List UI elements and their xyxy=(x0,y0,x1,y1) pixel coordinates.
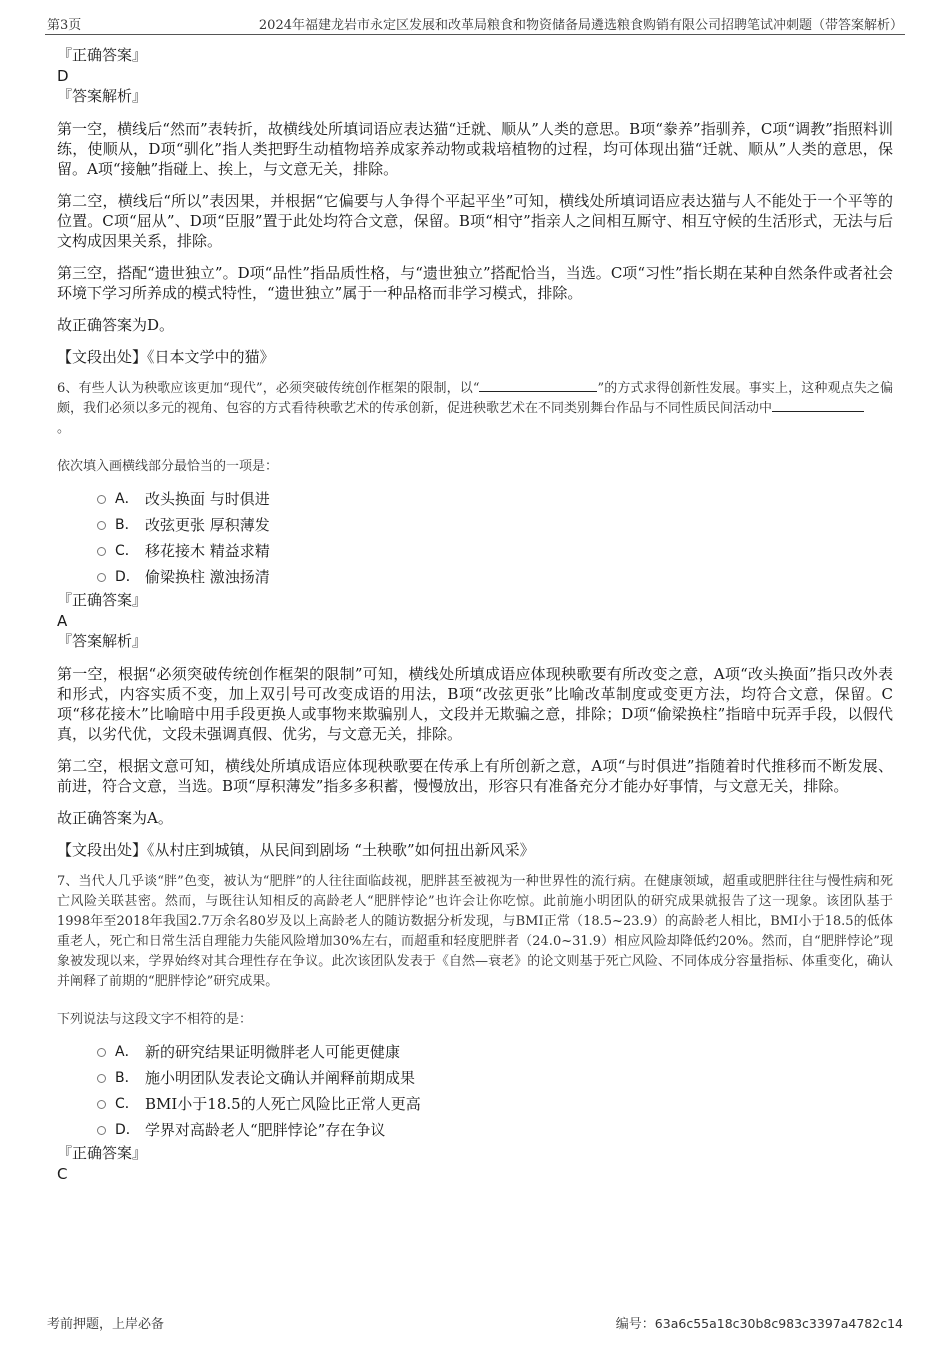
footer-code xyxy=(616,1313,903,1332)
correct-answer-heading: 『正确答案』 xyxy=(57,1144,148,1162)
radio-icon[interactable] xyxy=(97,495,106,504)
q5-source-title: 《日本文学中的猫》 xyxy=(147,348,275,366)
q7-prompt: 下列说法与这段文字不相符的是： xyxy=(57,1012,253,1027)
source-prefix: 【文段出处】 xyxy=(57,348,148,366)
q6-analysis-3: 故正确答案为A。 xyxy=(57,809,173,827)
q5-analysis-2: 第二空，横线后“所以”表因果，并根据“它偏要与人争得个平起平坐”可知，横线处所填词语应表达猫与人不能处于一个平等的位置。C项“屈从”、D项“臣服”置于此处均符合文意，保留。B项“相守”指亲人之间相互厮守、相互守候的生活形式，无法与后文构成因果关系，排除。 xyxy=(57,192,893,250)
document-body xyxy=(57,45,893,1184)
radio-icon[interactable] xyxy=(97,1048,106,1057)
q6-prompt: 依次填入画横线部分最恰当的一项是： xyxy=(57,459,279,474)
q6-source-title: 《从村庄到城镇，从民间到剧场 “土秧歌”如何扭出新风采》 xyxy=(147,841,535,859)
correct-answer-heading: 『正确答案』 xyxy=(57,591,148,609)
q6-options xyxy=(57,486,893,590)
q7-question: 7、当代人几乎谈“胖”色变，被认为“肥胖”的人往往面临歧视，肥胖甚至被视为一种世界性的流行病。在健康领域，超重或肥胖往往与慢性病和死亡风险关联甚密。然而，与既往认知相反的高龄老人“肥胖悖论”也许会让你吃惊。此前施小明团队的研究成果就报告了这一现象。该团队基于1998年至2018年我国2.7万余名80岁及以上高龄老人的随访数据分析发现，与BMI正常（18.5~23.9）的高龄老人相比，BMI小于18.5的低体重老人，死亡和日常生活自理能力失能风险增加30%左右，而超重和轻度肥胖者（24.0~31.9）相应风险却降低约20%。然而，自“肥胖悖论”现象被发现以来，学界始终对其合理性存在争议。此次该团队发表于《自然—衰老》的论文则基于死亡风险、不同体成分容量指标、体重变化，确认并阐释了前期的“肥胖悖论”研究成果。 xyxy=(57,874,893,989)
q7-answer: C xyxy=(57,1165,68,1183)
document-title: 2024年福建龙岩市永定区发展和改革局粮食和物资储备局遴选粮食购销有限公司招聘笔试冲刺题（带答案解析） xyxy=(258,18,903,33)
radio-icon[interactable] xyxy=(97,573,106,582)
q7-option-a[interactable]: A． 新的研究结果证明微胖老人可能更健康 xyxy=(57,1039,893,1065)
radio-icon[interactable] xyxy=(97,1126,106,1135)
q5-analysis-3: 第三空，搭配“遗世独立”。D项“品性”指品质性格，与“遗世独立”搭配恰当，当选。C项“习性”指长期在某种自然条件或者社会环境下学习所养成的模式特性，“遗世独立”属于一种品格而非学习模式，排除。 xyxy=(57,264,893,302)
q6-analysis-1: 第一空，根据“必须突破传统创作框架的限制”可知，横线处所填成语应体现秧歌要有所改变之意，A项“改头换面”指只改外表和形式，内容实质不变，加上双引号可改变成语的用法，B项“改弦更张”比喻改革制度或变更方法，均符合文意，保留。C项“移花接木”比喻暗中用手段更换人或事物来欺骗别人，文段并无欺骗之意，排除；D项“偷梁换柱”指暗中玩弄手段，以假代真，以劣代优，文段未强调真假、优劣，与文意无关，排除。 xyxy=(57,665,893,743)
radio-icon[interactable] xyxy=(97,1074,106,1083)
source-prefix: 【文段出处】 xyxy=(57,841,148,859)
q6-answer: A xyxy=(57,612,68,630)
q6-source xyxy=(57,840,893,860)
analysis-heading: 『答案解析』 xyxy=(57,632,148,650)
q5-source xyxy=(57,347,893,367)
page-header xyxy=(45,14,905,35)
q7-options xyxy=(57,1039,893,1143)
q7-option-d[interactable]: D． 学界对高龄老人“肥胖悖论”存在争议 xyxy=(57,1117,893,1143)
q6-option-c[interactable]: C． 移花接木 精益求精 xyxy=(57,538,893,564)
page-number: 第3页 xyxy=(47,18,82,33)
q6-option-b[interactable]: B． 改弦更张 厚积薄发 xyxy=(57,512,893,538)
q6-option-d[interactable]: D． 偷梁换柱 激浊扬清 xyxy=(57,564,893,590)
q5-answer: D xyxy=(57,67,69,85)
q7-option-c[interactable]: C． BMI小于18.5的人死亡风险比正常人更高 xyxy=(57,1091,893,1117)
radio-icon[interactable] xyxy=(97,547,106,556)
fill-blank-2 xyxy=(772,399,864,412)
code-value: 63a6c55a18c30b8c983c3397a4782c14 xyxy=(654,1316,903,1331)
radio-icon[interactable] xyxy=(97,521,106,530)
analysis-heading: 『答案解析』 xyxy=(57,87,148,105)
code-label: 编号： xyxy=(615,1317,655,1332)
q6-question: 6、有些人认为秧歌应该更加“现代”，必须突破传统创作框架的限制，以“ ”的方式求得创新性发展。事实上，这种观点失之偏颇，我们必须以多元的视角、包容的方式看待秧歌艺术的传承创新，促进秧歌艺术在不同类别舞台作品与不同性质民间活动中 。 xyxy=(57,381,893,436)
q6-analysis-2: 第二空，根据文意可知，横线处所填成语应体现秧歌要在传承上有所创新之意，A项“与时俱进”指随着时代推移而不断发展、前进，符合文意，当选。B项“厚积薄发”指多多积蓄，慢慢放出，形容只有准备充分才能办好事情，与文意无关，排除。 xyxy=(57,757,893,795)
radio-icon[interactable] xyxy=(97,1100,106,1109)
q5-analysis-1: 第一空，横线后“然而”表转折，故横线处所填词语应表达猫“迁就、顺从”人类的意思。B项“豢养”指驯养，C项“调教”指照料训练，使顺从，D项“驯化”指人类把野生动植物培养成家养动物或栽培植物的过程，均可体现出猫“迁就、顺从”人类的意思，保留。A项“接触”指碰上、挨上，与文意无关，排除。 xyxy=(57,120,893,178)
q7-option-b[interactable]: B． 施小明团队发表论文确认并阐释前期成果 xyxy=(57,1065,893,1091)
q6-option-a[interactable]: A． 改头换面 与时俱进 xyxy=(57,486,893,512)
q5-analysis-4: 故正确答案为D。 xyxy=(57,316,175,334)
fill-blank-1 xyxy=(479,379,597,392)
correct-answer-heading: 『正确答案』 xyxy=(57,46,148,64)
footer-slogan: 考前押题，上岸必备 xyxy=(47,1317,165,1332)
